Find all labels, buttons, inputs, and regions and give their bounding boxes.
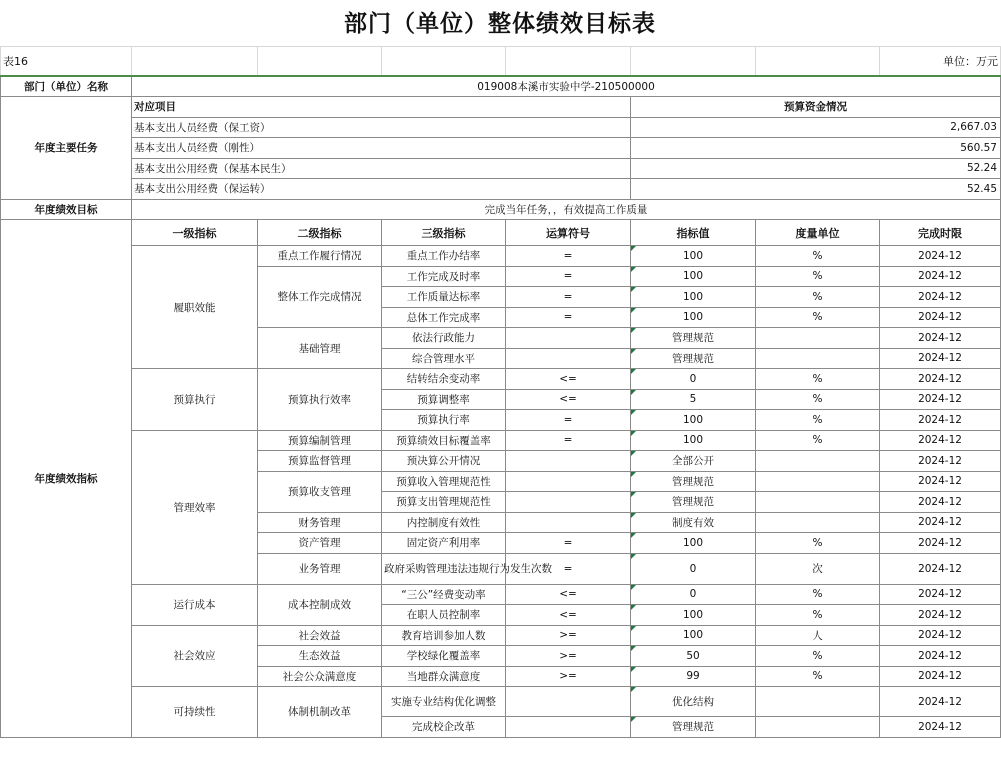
level2-cell: 预算编制管理 — [258, 430, 382, 451]
unit-cell: % — [756, 666, 880, 687]
level2-cell: 资产管理 — [258, 533, 382, 554]
deadline-cell: 2024-12 — [880, 266, 1001, 287]
deadline-cell: 2024-12 — [880, 451, 1001, 472]
value-cell: 优化结构 — [631, 687, 756, 717]
level1-cell: 管理效率 — [132, 430, 258, 584]
value-cell: 100 — [631, 246, 756, 267]
deadline-cell: 2024-12 — [880, 553, 1001, 584]
operator-cell: <= — [506, 369, 631, 390]
unit-label: 单位：万元 — [880, 47, 1001, 77]
unit-cell — [756, 687, 880, 717]
unit-cell — [756, 492, 880, 513]
level2-cell: 预算收支管理 — [258, 471, 382, 512]
operator-cell: = — [506, 533, 631, 554]
value-cell: 100 — [631, 625, 756, 646]
value-cell: 100 — [631, 605, 756, 626]
value-cell: 100 — [631, 307, 756, 328]
level2-cell: 基础管理 — [258, 328, 382, 369]
value-cell: 制度有效 — [631, 512, 756, 533]
page-title: 部门（单位）整体绩效目标表 — [344, 11, 656, 37]
level1-cell: 可持续性 — [132, 687, 258, 738]
value-cell: 50 — [631, 646, 756, 667]
unit-cell: 人 — [756, 625, 880, 646]
unit-cell — [756, 471, 880, 492]
dept-value: 019008本溪市实验中学-210500000 — [132, 76, 1001, 97]
level3-cell: 重点工作办结率 — [382, 246, 506, 267]
operator-cell: = — [506, 287, 631, 308]
unit-cell — [756, 328, 880, 349]
level3-cell: 内控制度有效性 — [382, 512, 506, 533]
value-cell: 管理规范 — [631, 717, 756, 738]
task-amount: 2,667.03 — [631, 117, 1001, 138]
unit-cell — [756, 512, 880, 533]
unit-cell: % — [756, 389, 880, 410]
operator-cell: >= — [506, 646, 631, 667]
task-col-project: 对应项目 — [132, 97, 631, 118]
level2-cell: 财务管理 — [258, 512, 382, 533]
operator-cell: <= — [506, 389, 631, 410]
deadline-cell: 2024-12 — [880, 492, 1001, 513]
level3-cell: 在职人员控制率 — [382, 605, 506, 626]
deadline-cell: 2024-12 — [880, 625, 1001, 646]
task-name: 基本支出公用经费（保基本民生） — [132, 158, 631, 179]
deadline-cell: 2024-12 — [880, 328, 1001, 349]
level2-cell: 重点工作履行情况 — [258, 246, 382, 267]
unit-cell: % — [756, 605, 880, 626]
value-cell: 0 — [631, 553, 756, 584]
level3-cell: 预决算公开情况 — [382, 451, 506, 472]
deadline-cell: 2024-12 — [880, 646, 1001, 667]
header-deadline: 完成时限 — [880, 220, 1001, 246]
level2-cell: 业务管理 — [258, 553, 382, 584]
operator-cell — [506, 328, 631, 349]
level3-cell: 结转结余变动率 — [382, 369, 506, 390]
value-cell: 管理规范 — [631, 328, 756, 349]
task-amount: 52.24 — [631, 158, 1001, 179]
operator-cell: = — [506, 266, 631, 287]
level3-cell: 教育培训参加人数 — [382, 625, 506, 646]
indicator-label: 年度绩效指标 — [1, 220, 132, 738]
level3-cell: 实施专业结构优化调整 — [382, 687, 506, 717]
deadline-cell: 2024-12 — [880, 584, 1001, 605]
table-number: 表16 — [1, 47, 132, 77]
value-cell: 5 — [631, 389, 756, 410]
deadline-cell: 2024-12 — [880, 512, 1001, 533]
deadline-cell: 2024-12 — [880, 369, 1001, 390]
value-cell: 100 — [631, 266, 756, 287]
goal-label: 年度绩效目标 — [1, 199, 132, 220]
unit-cell: % — [756, 287, 880, 308]
deadline-cell: 2024-12 — [880, 605, 1001, 626]
deadline-cell: 2024-12 — [880, 533, 1001, 554]
header-level3: 三级指标 — [382, 220, 506, 246]
level2-cell: 体制机制改革 — [258, 687, 382, 738]
unit-cell: % — [756, 584, 880, 605]
deadline-cell: 2024-12 — [880, 389, 1001, 410]
deadline-cell: 2024-12 — [880, 410, 1001, 431]
level3-cell: 学校绿化覆盖率 — [382, 646, 506, 667]
task-name: 基本支出人员经费（刚性） — [132, 138, 631, 159]
level1-cell: 运行成本 — [132, 584, 258, 625]
value-cell: 管理规范 — [631, 348, 756, 369]
task-name: 基本支出公用经费（保运转） — [132, 179, 631, 200]
level3-cell: 当地群众满意度 — [382, 666, 506, 687]
header-unit: 度量单位 — [756, 220, 880, 246]
value-cell: 100 — [631, 430, 756, 451]
value-cell: 全部公开 — [631, 451, 756, 472]
unit-cell: % — [756, 266, 880, 287]
value-cell: 100 — [631, 287, 756, 308]
deadline-cell: 2024-12 — [880, 348, 1001, 369]
unit-cell: % — [756, 307, 880, 328]
level2-cell: 社会公众满意度 — [258, 666, 382, 687]
level3-cell: 预算收入管理规范性 — [382, 471, 506, 492]
level3-cell: 总体工作完成率 — [382, 307, 506, 328]
unit-cell — [756, 717, 880, 738]
value-cell: 管理规范 — [631, 492, 756, 513]
operator-cell: = — [506, 307, 631, 328]
header-value: 指标值 — [631, 220, 756, 246]
unit-cell: % — [756, 410, 880, 431]
operator-cell: >= — [506, 666, 631, 687]
value-cell: 管理规范 — [631, 471, 756, 492]
header-level1: 一级指标 — [132, 220, 258, 246]
deadline-cell: 2024-12 — [880, 430, 1001, 451]
level2-cell: 预算监督管理 — [258, 451, 382, 472]
deadline-cell: 2024-12 — [880, 246, 1001, 267]
goal-value: 完成当年任务，，有效提高工作质量 — [132, 199, 1001, 220]
operator-cell: = — [506, 410, 631, 431]
performance-table — [0, 46, 1001, 738]
operator-cell — [506, 512, 631, 533]
dept-label: 部门（单位）名称 — [1, 76, 132, 97]
operator-cell — [506, 471, 631, 492]
unit-cell — [756, 348, 880, 369]
level1-cell: 履职效能 — [132, 246, 258, 369]
unit-cell: 次 — [756, 553, 880, 584]
task-label: 年度主要任务 — [1, 97, 132, 200]
unit-cell: % — [756, 246, 880, 267]
value-cell: 99 — [631, 666, 756, 687]
level3-cell: 预算绩效目标覆盖率 — [382, 430, 506, 451]
deadline-cell: 2024-12 — [880, 307, 1001, 328]
level2-cell: 预算执行效率 — [258, 369, 382, 431]
operator-cell: <= — [506, 605, 631, 626]
value-cell: 100 — [631, 410, 756, 431]
deadline-cell: 2024-12 — [880, 717, 1001, 738]
operator-cell: = — [506, 246, 631, 267]
operator-cell — [506, 717, 631, 738]
task-amount: 560.57 — [631, 138, 1001, 159]
level3-cell: “三公”经费变动率 — [382, 584, 506, 605]
level2-cell: 整体工作完成情况 — [258, 266, 382, 328]
operator-cell — [506, 451, 631, 472]
value-cell: 100 — [631, 533, 756, 554]
operator-cell — [506, 492, 631, 513]
deadline-cell: 2024-12 — [880, 471, 1001, 492]
operator-cell: = — [506, 430, 631, 451]
level3-cell: 工作完成及时率 — [382, 266, 506, 287]
task-name: 基本支出人员经费（保工资） — [132, 117, 631, 138]
level2-cell: 成本控制成效 — [258, 584, 382, 625]
task-amount: 52.45 — [631, 179, 1001, 200]
unit-cell: % — [756, 646, 880, 667]
level3-cell: 预算支出管理规范性 — [382, 492, 506, 513]
unit-cell: % — [756, 430, 880, 451]
unit-cell: % — [756, 369, 880, 390]
operator-cell: <= — [506, 584, 631, 605]
value-cell: 0 — [631, 369, 756, 390]
level3-cell: 预算执行率 — [382, 410, 506, 431]
level3-cell: 固定资产利用率 — [382, 533, 506, 554]
value-cell: 0 — [631, 584, 756, 605]
level2-cell: 生态效益 — [258, 646, 382, 667]
unit-cell: % — [756, 533, 880, 554]
level3-cell: 依法行政能力 — [382, 328, 506, 349]
level3-cell: 工作质量达标率 — [382, 287, 506, 308]
operator-cell: >= — [506, 625, 631, 646]
header-operator: 运算符号 — [506, 220, 631, 246]
level3-cell: 预算调整率 — [382, 389, 506, 410]
level2-cell: 社会效益 — [258, 625, 382, 646]
operator-cell — [506, 348, 631, 369]
level3-cell: 完成校企改革 — [382, 717, 506, 738]
deadline-cell: 2024-12 — [880, 666, 1001, 687]
level3-cell: 政府采购管理违法违规行为发生次数 — [382, 553, 506, 584]
level1-cell: 预算执行 — [132, 369, 258, 431]
task-col-budget: 预算资金情况 — [631, 97, 1001, 118]
header-level2: 二级指标 — [258, 220, 382, 246]
operator-cell: = — [506, 553, 631, 584]
level3-cell: 综合管理水平 — [382, 348, 506, 369]
deadline-cell: 2024-12 — [880, 687, 1001, 717]
level1-cell: 社会效应 — [132, 625, 258, 687]
unit-cell — [756, 451, 880, 472]
deadline-cell: 2024-12 — [880, 287, 1001, 308]
operator-cell — [506, 687, 631, 717]
